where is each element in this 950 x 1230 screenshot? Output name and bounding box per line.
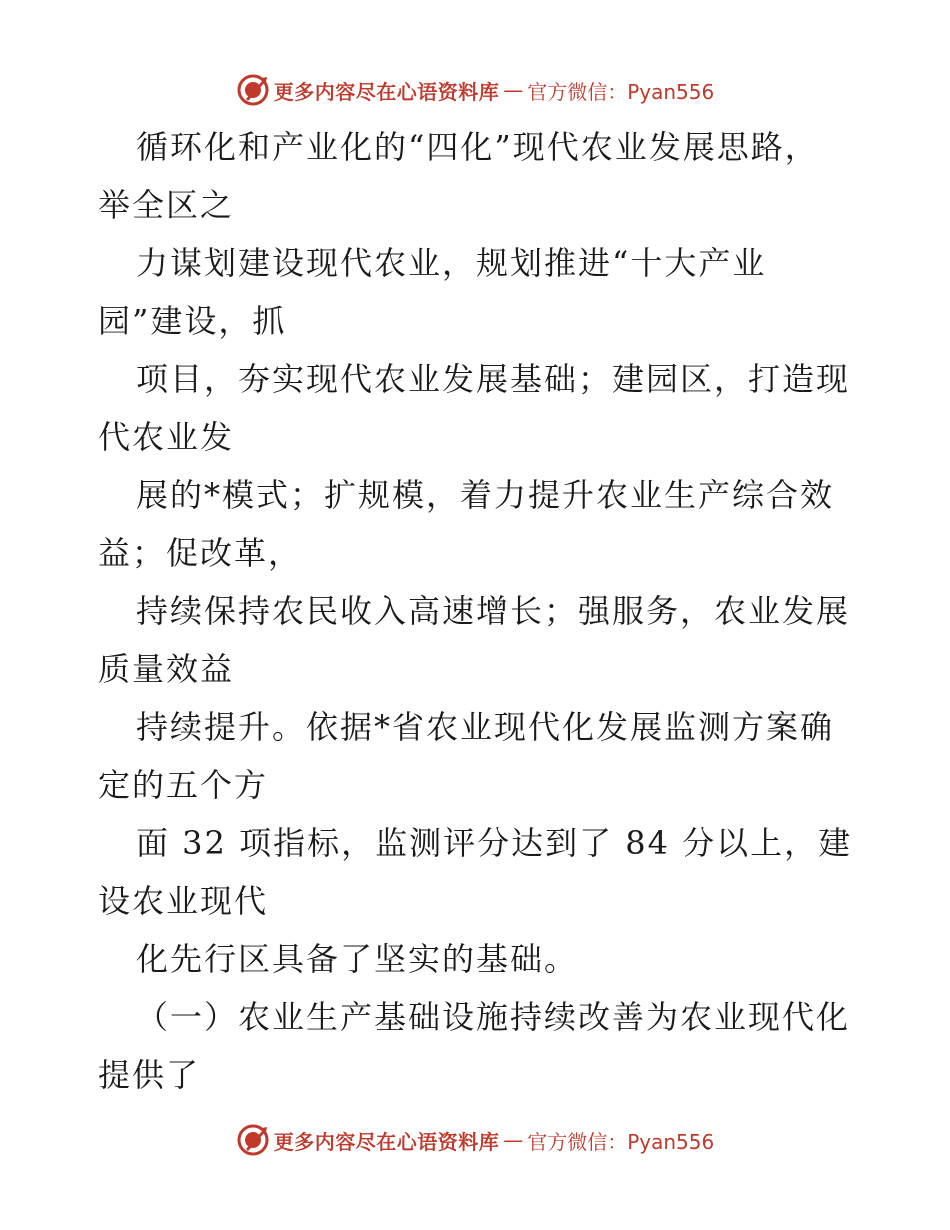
text-line: 益；促改革， <box>98 534 303 572</box>
text-line: 举全区之 <box>98 186 235 224</box>
banner-dash: — <box>503 1128 524 1152</box>
text-line: 面 32 项指标，监测评分达到了 84 分以上，建 <box>136 824 853 862</box>
text-line: （一）农业生产基础设施持续改善为农业现代化 <box>136 998 851 1036</box>
text-line: 持续提升。依据*省农业现代化发展监测方案确 <box>136 708 835 746</box>
text-line: 代农业发 <box>98 418 235 456</box>
text-line: 展的*模式；扩规模，着力提升农业生产综合效 <box>136 476 835 514</box>
document-body <box>98 118 858 1104</box>
text-line: 质量效益 <box>98 650 235 688</box>
banner-wechat: 官方微信：Pyan556 <box>527 79 715 104</box>
banner-dash: — <box>503 78 524 102</box>
text-line: 提供了 <box>98 1056 201 1094</box>
banner-title: 更多内容尽在心语资料库 <box>273 1129 500 1154</box>
text-line: 化先行区具备了坚实的基础。 <box>136 940 579 978</box>
header-banner <box>0 70 950 110</box>
footer-banner <box>0 1120 950 1160</box>
logo-icon <box>236 73 270 107</box>
banner-wechat: 官方微信：Pyan556 <box>527 1129 715 1154</box>
text-line: 力谋划建设现代农业，规划推进“十大产业 <box>136 244 767 282</box>
text-line: 设农业现代 <box>98 882 269 920</box>
logo-icon <box>236 1123 270 1157</box>
text-line: 持续保持农民收入高速增长；强服务，农业发展 <box>136 592 851 630</box>
banner-title: 更多内容尽在心语资料库 <box>273 79 500 104</box>
text-line: 定的五个方 <box>98 766 269 804</box>
text-line: 项目，夯实现代农业发展基础；建园区，打造现 <box>136 360 851 398</box>
text-line: 循环化和产业化的“四化”现代农业发展思路， <box>136 128 819 166</box>
text-line: 园”建设，抓 <box>98 302 287 340</box>
